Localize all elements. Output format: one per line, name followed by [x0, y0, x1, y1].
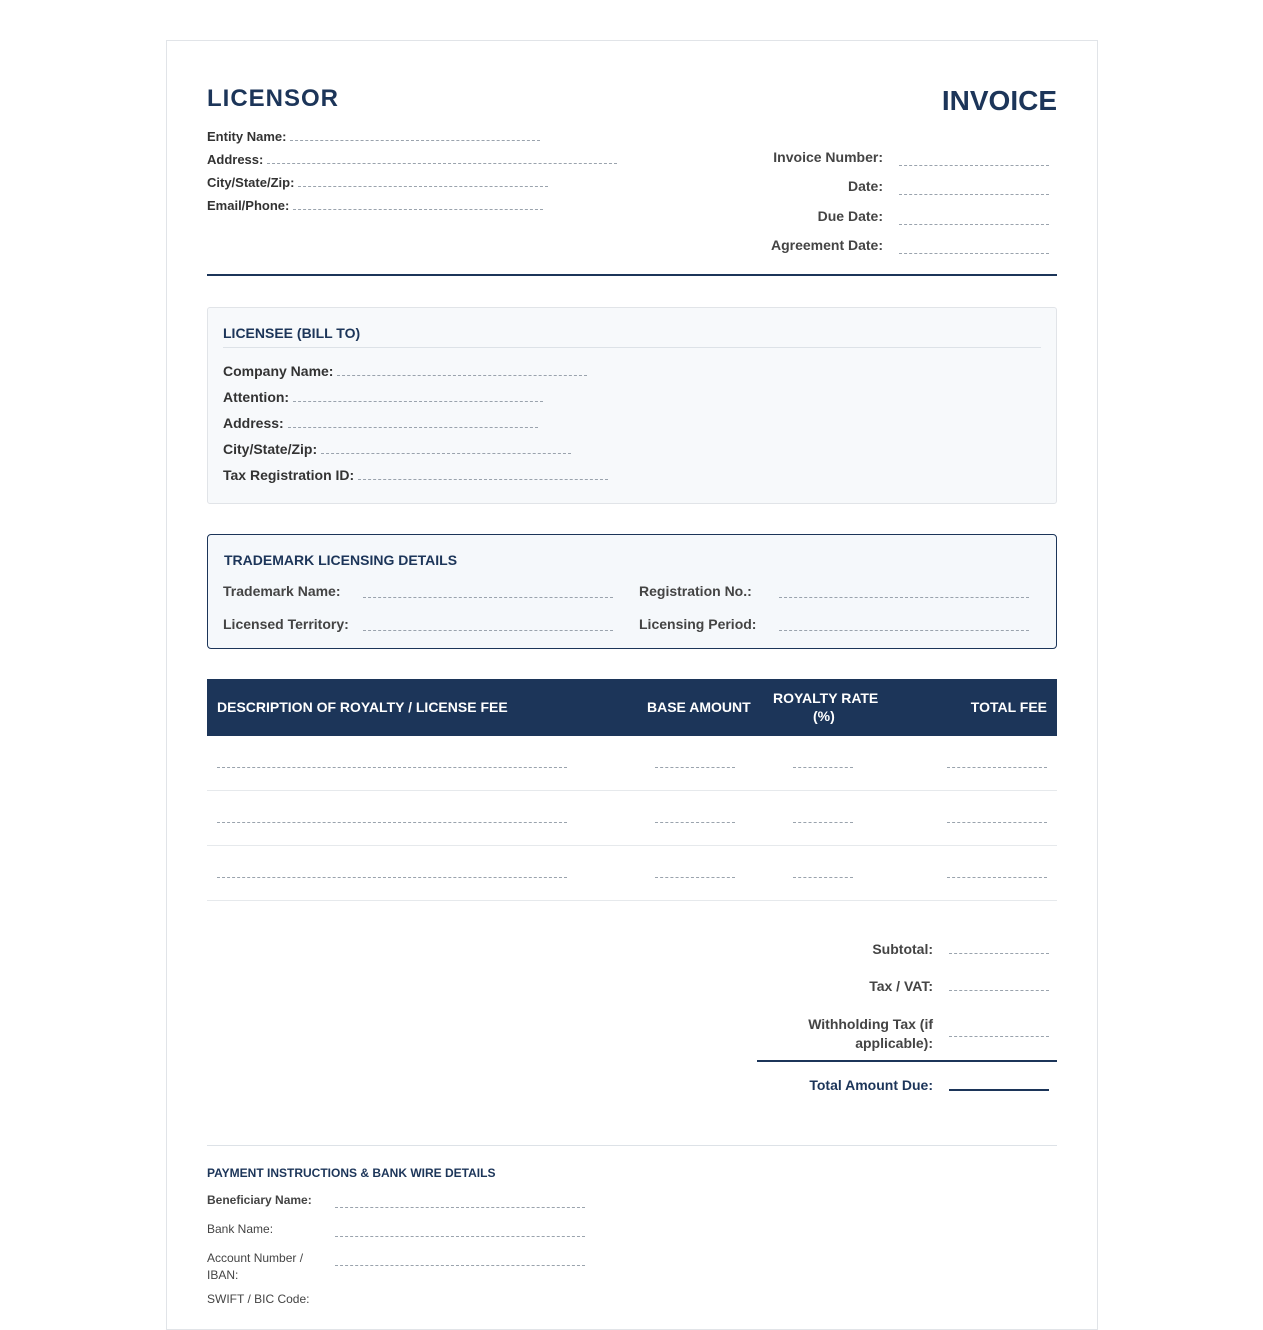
base-amount-field[interactable] [655, 822, 735, 823]
field-label: Address: [223, 415, 284, 431]
withholding-label-line2: applicable): [855, 1035, 933, 1051]
agreement-date-field[interactable] [899, 253, 1049, 254]
invoice-date-row [771, 171, 1049, 201]
tax-field[interactable] [949, 990, 1049, 991]
invoice-number-row [771, 141, 1049, 171]
trademark-name-field[interactable] [363, 597, 613, 598]
withholding-field[interactable] [949, 1036, 1049, 1037]
description-field[interactable] [217, 877, 567, 878]
base-amount-field[interactable] [655, 877, 735, 878]
account-label-line2: IBAN: [207, 1268, 239, 1282]
account-field[interactable] [335, 1265, 585, 1266]
licensee-title: LICENSEE (BILL TO) [223, 325, 361, 341]
royalty-rate-field[interactable] [793, 767, 853, 768]
table-row [207, 846, 1057, 901]
total-fee-field[interactable] [947, 877, 1047, 878]
licensee-fields [223, 363, 608, 493]
total-fee-field[interactable] [947, 822, 1047, 823]
table-row [207, 736, 1057, 791]
field-label: Invoice Number: [773, 148, 883, 165]
payment-divider [207, 1145, 1057, 1146]
field-label: Email/Phone: [207, 198, 290, 213]
table-row [207, 791, 1057, 846]
trademark-section [207, 534, 1057, 649]
withholding-label-line1: Withholding Tax (if [808, 1016, 933, 1032]
licensor-email-field[interactable] [293, 209, 543, 210]
licensee-address-row [223, 415, 608, 441]
subtotal-label: Subtotal: [872, 941, 933, 957]
withholding-label [808, 1015, 933, 1053]
invoice-number-field[interactable] [899, 165, 1049, 166]
field-label: City/State/Zip: [207, 175, 295, 190]
registration-no-label: Registration No.: [639, 583, 752, 599]
beneficiary-label: Beneficiary Name: [207, 1193, 312, 1207]
subtotal-field[interactable] [949, 953, 1049, 954]
account-label [207, 1250, 317, 1284]
trademark-title: TRADEMARK LICENSING DETAILS [224, 552, 458, 568]
company-name-row [223, 363, 608, 389]
invoice-fields [771, 141, 1049, 259]
licensee-city-field[interactable] [321, 453, 571, 454]
field-label: Attention: [223, 389, 290, 405]
licensor-city-field[interactable] [298, 186, 548, 187]
col-base-amount: BASE AMOUNT [647, 699, 751, 715]
period-field[interactable] [779, 630, 1029, 631]
due-date-row [771, 200, 1049, 230]
field-label: Date: [847, 178, 883, 194]
fee-table [207, 679, 1057, 901]
base-amount-field[interactable] [655, 767, 735, 768]
royalty-rate-field[interactable] [793, 877, 853, 878]
territory-field[interactable] [363, 630, 613, 631]
payment-title: PAYMENT INSTRUCTIONS & BANK WIRE DETAILS [207, 1166, 496, 1180]
tax-label: Tax / VAT: [869, 978, 933, 994]
licensor-title: LICENSOR [207, 85, 340, 112]
licensee-address-field[interactable] [288, 427, 538, 428]
field-label: Due Date: [817, 207, 883, 224]
header-divider [207, 274, 1057, 276]
col-description: DESCRIPTION OF ROYALTY / LICENSE FEE [217, 699, 508, 715]
description-field[interactable] [217, 822, 567, 823]
col-royalty-rate-unit: (%) [813, 708, 835, 724]
due-date-field[interactable] [899, 224, 1049, 225]
field-label: City/State/Zip: [223, 441, 318, 457]
territory-label: Licensed Territory: [223, 616, 349, 632]
licensee-city-row [223, 441, 608, 467]
field-label: Company Name: [223, 363, 334, 379]
beneficiary-field[interactable] [335, 1207, 585, 1208]
licensor-address-row [207, 152, 617, 175]
period-label: Licensing Period: [639, 616, 757, 632]
bank-name-label: Bank Name: [207, 1222, 274, 1236]
licensor-fields [207, 129, 617, 221]
invoice-title: INVOICE [941, 85, 1057, 116]
field-label: Entity Name: [207, 129, 287, 144]
licensor-city-row [207, 175, 617, 198]
field-label: Agreement Date: [770, 237, 883, 253]
agreement-date-row [771, 230, 1049, 260]
total-fee-field[interactable] [947, 767, 1047, 768]
col-total-fee: TOTAL FEE [970, 699, 1047, 715]
tax-id-row [223, 467, 608, 493]
licensor-email-row [207, 198, 617, 221]
royalty-rate-field[interactable] [793, 822, 853, 823]
company-name-field[interactable] [337, 375, 587, 376]
licensor-address-field[interactable] [267, 163, 617, 164]
col-royalty-rate: ROYALTY RATE [773, 690, 879, 706]
totals-divider [757, 1060, 1057, 1062]
field-label: Address: [207, 152, 264, 167]
entity-name-field[interactable] [290, 140, 540, 141]
licensee-divider [223, 347, 1041, 348]
table-header [207, 679, 1057, 736]
description-field[interactable] [217, 767, 567, 768]
total-due-field[interactable] [949, 1089, 1049, 1091]
trademark-name-label: Trademark Name: [223, 583, 341, 599]
swift-label: SWIFT / BIC Code: [207, 1292, 310, 1306]
invoice-page [166, 40, 1098, 1330]
registration-no-field[interactable] [779, 597, 1029, 598]
invoice-date-field[interactable] [899, 194, 1049, 195]
licensor-entity-name-row [207, 129, 617, 152]
bank-name-field[interactable] [335, 1236, 585, 1237]
attention-field[interactable] [293, 401, 543, 402]
tax-id-field[interactable] [358, 479, 608, 480]
account-label-line1: Account Number / [207, 1251, 304, 1265]
total-due-label: Total Amount Due: [809, 1077, 933, 1093]
attention-row [223, 389, 608, 415]
field-label: Tax Registration ID: [223, 467, 355, 483]
licensee-section [207, 307, 1057, 504]
